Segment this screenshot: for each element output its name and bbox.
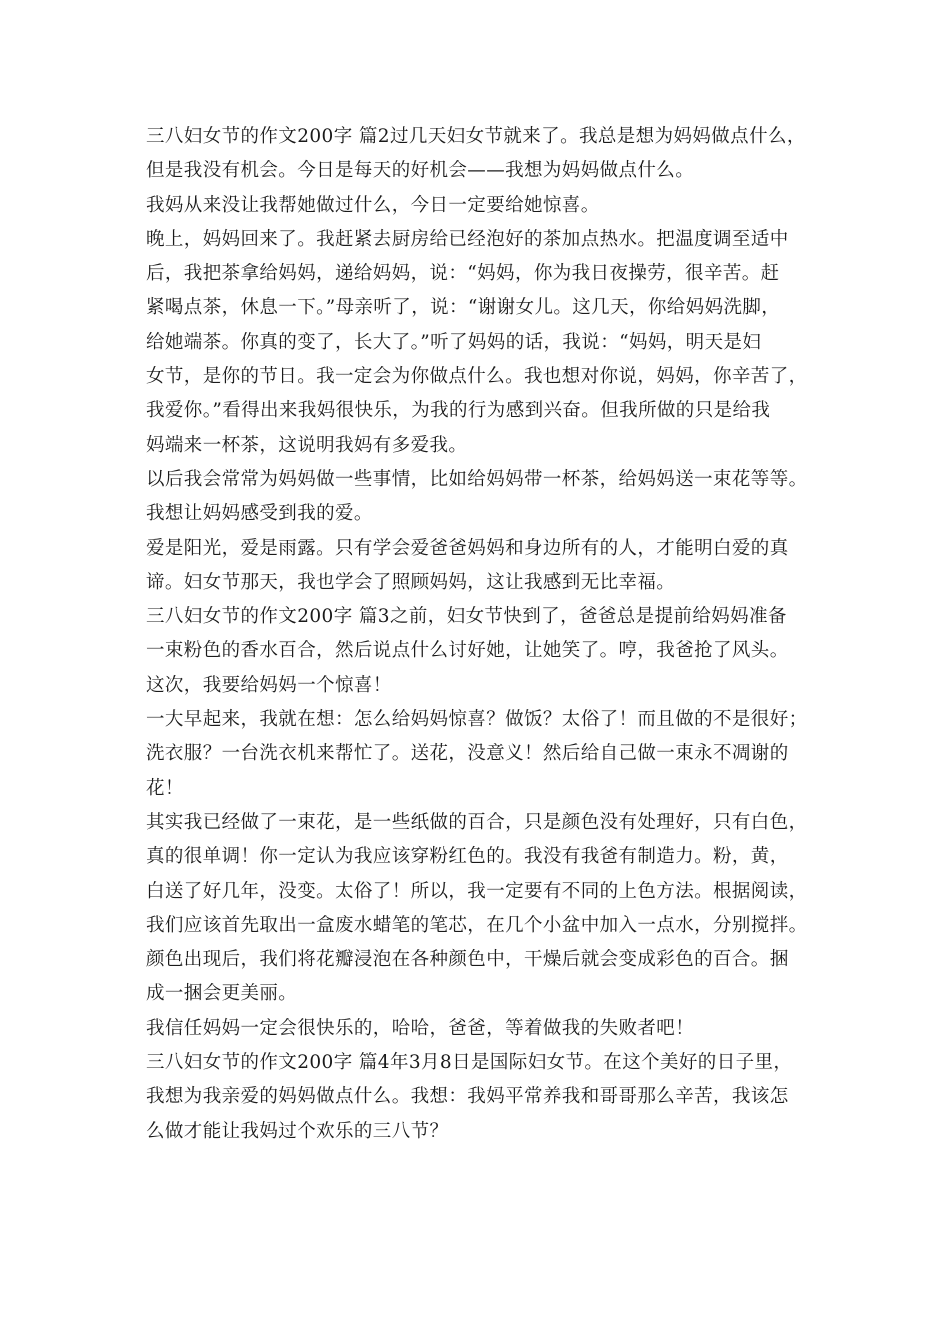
text-line: 三八妇女节的作文200字 篇2过几天妇女节就来了。我总是想为妈妈做点什么， xyxy=(146,126,806,147)
text-line: 三八妇女节的作文200字 篇3之前，妇女节快到了，爸爸总是提前给妈妈准备 xyxy=(146,606,787,628)
text-line: 但是我没有机会。今日是每天的好机会——我想为妈妈做点什么。 xyxy=(146,160,695,182)
text-line: 我想为我亲爱的妈妈做点什么。我想：我妈平常养我和哥哥那么辛苦，我该怎 xyxy=(146,1086,789,1108)
text-line: 后，我把茶拿给妈妈，递给妈妈，说：“妈妈，你为我日夜操劳，很辛苦。赶 xyxy=(146,263,780,285)
text-line: 以后我会常常为妈妈做一些事情，比如给妈妈带一杯茶，给妈妈送一束花等等。 xyxy=(146,468,808,490)
text-line: 给她端茶。你真的变了，长大了。”听了妈妈的话，我说：“妈妈，明天是妇 xyxy=(146,331,762,353)
text-line: 一束粉色的香水百合，然后说点什么讨好她，让她笑了。哼，我爸抢了风头。 xyxy=(146,640,789,662)
text-line: 其实我已经做了一束花，是一些纸做的百合，只是颜色没有处理好，只有白色， xyxy=(146,811,808,833)
text-line: 洗衣服？一台洗衣机来帮忙了。送花，没意义！然后给自己做一束永不凋谢的 xyxy=(146,743,789,765)
text-line: 妈端来一杯茶，这说明我妈有多爱我。 xyxy=(146,434,468,456)
text-line: 紧喝点茶，休息一下。”母亲听了，说：“谢谢女儿。这几天，你给妈妈洗脚， xyxy=(146,297,781,319)
text-line: 我信任妈妈一定会很快乐的，哈哈，爸爸，等着做我的失败者吧！ xyxy=(146,1017,695,1039)
text-line: 真的很单调！你一定认为我应该穿粉红色的。我没有我爸有制造力。粉，黄， xyxy=(146,846,789,868)
text-line: 谛。妇女节那天，我也学会了照顾妈妈，这让我感到无比幸福。 xyxy=(146,571,676,593)
document-body xyxy=(146,120,814,1149)
text-line: 成一捆会更美丽。 xyxy=(146,983,298,1005)
text-line: 这次，我要给妈妈一个惊喜！ xyxy=(146,674,392,696)
text-line: 颜色出现后，我们将花瓣浸泡在各种颜色中，干燥后就会变成彩色的百合。捆 xyxy=(146,949,789,971)
text-line: 我妈从来没让我帮她做过什么，今日一定要给她惊喜。 xyxy=(146,194,600,216)
text-line: 么做才能让我妈过个欢乐的三八节？ xyxy=(146,1120,449,1142)
text-line: 白送了好几年，没变。太俗了！所以，我一定要有不同的上色方法。根据阅读， xyxy=(146,880,808,902)
text-line: 我爱你。”看得出来我妈很快乐，为我的行为感到兴奋。但我所做的只是给我 xyxy=(146,400,771,422)
text-line: 花！ xyxy=(146,777,184,799)
text-line: 三八妇女节的作文200字 篇4年3月8日是国际妇女节。在这个美好的日子里， xyxy=(146,1052,793,1074)
text-line: 女节，是你的节日。我一定会为你做点什么。我也想对你说，妈妈，你辛苦了， xyxy=(146,366,808,388)
text-line: 我想让妈妈感受到我的爱。 xyxy=(146,503,373,525)
text-line: 一大早起来，我就在想：怎么给妈妈惊喜？做饭？太俗了！而且做的不是很好； xyxy=(146,709,808,731)
text-line: 爱是阳光，爱是雨露。只有学会爱爸爸妈妈和身边所有的人，才能明白爱的真 xyxy=(146,537,789,559)
text-line: 晚上，妈妈回来了。我赶紧去厨房给已经泡好的茶加点热水。把温度调至适中 xyxy=(146,228,789,250)
text-line: 我们应该首先取出一盒废水蜡笔的笔芯，在几个小盆中加入一点水，分别搅拌。 xyxy=(146,914,808,936)
